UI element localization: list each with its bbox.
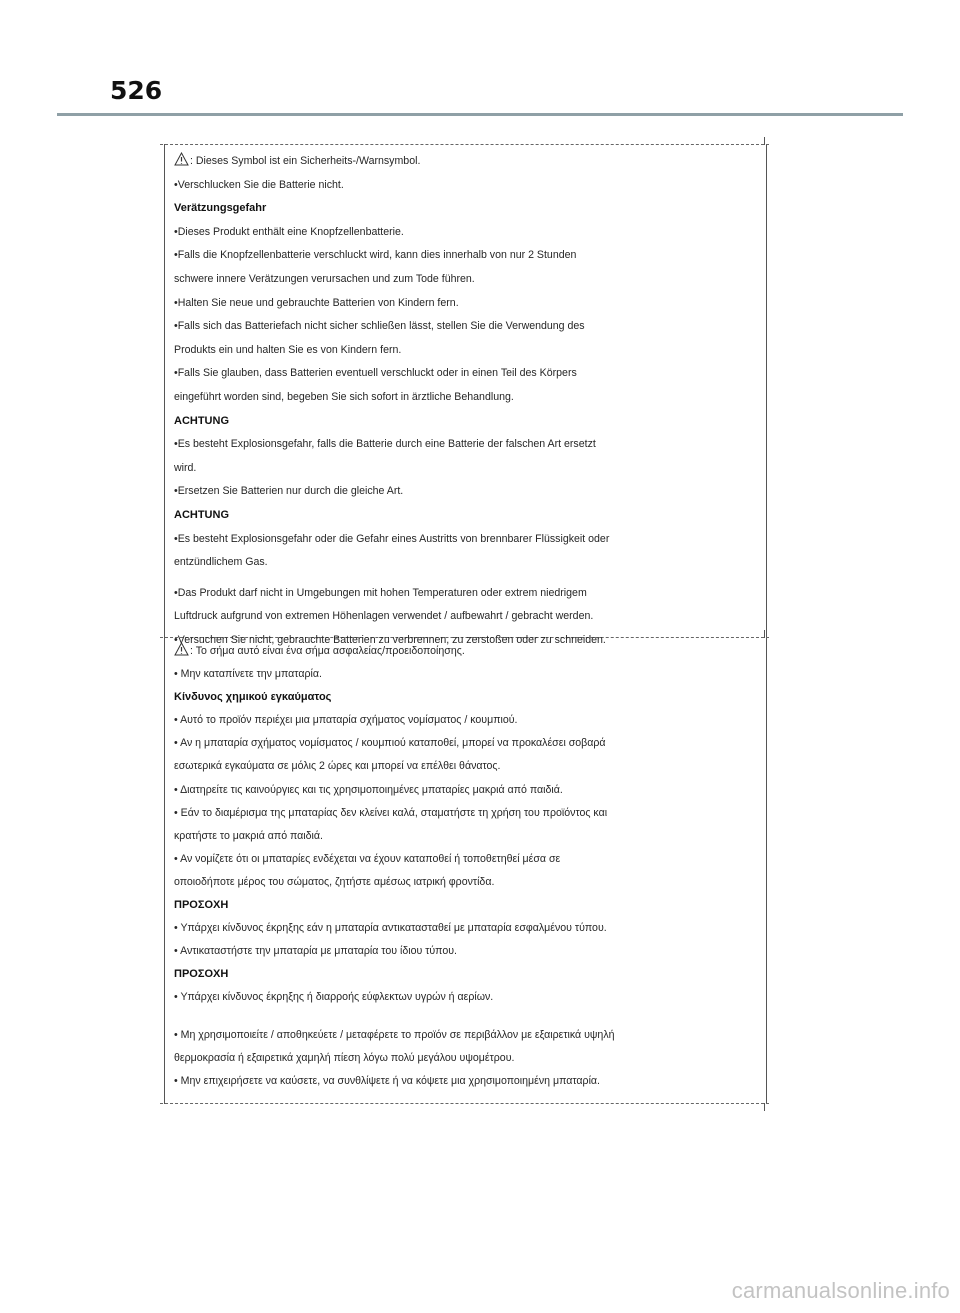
line-text: • Εάν το διαμέρισμα της μπαταρίας δεν κλείνει καλά, σταματήστε τη χρήση του προϊόντος και	[174, 806, 608, 819]
text-line	[174, 174, 759, 198]
line-text: • Αντικαταστήστε την μπαταρία με μπαταρία του ίδιου τύπου.	[174, 945, 457, 958]
text-line	[174, 528, 759, 552]
text-line	[174, 755, 759, 778]
line-text: schwere innere Verätzungen verursachen und zum Tode führen.	[174, 272, 475, 285]
text-line	[174, 551, 759, 575]
line-text: •Versuchen Sie nicht, gebrauchte Batterien zu verbrennen, zu zerstoßen oder zu schneiden.	[174, 633, 606, 646]
line-text: • Υπάρχει κίνδυνος έκρηξης ή διαρροής εύφλεκτων υγρών ή αερίων.	[174, 991, 494, 1004]
line-text: • Μην καταπίνετε την μπαταρία.	[174, 668, 322, 681]
warning-triangle-icon	[174, 152, 189, 166]
line-text: Luftdruck aufgrund von extremen Höhenlagen verwendet / aufbewahrt / gebracht werden.	[174, 610, 594, 623]
text-line	[174, 480, 759, 504]
text-line	[174, 871, 759, 894]
line-text: •Dieses Produkt enthält eine Knopfzellenbatterie.	[174, 225, 404, 238]
corner-tick	[764, 137, 765, 145]
section-heading	[174, 504, 759, 528]
line-text: ΠΡΟΣΟΧΗ	[174, 968, 229, 981]
warning-triangle-icon	[174, 642, 189, 656]
text-line	[174, 917, 759, 940]
text-line	[174, 1024, 759, 1047]
text-line	[174, 605, 759, 629]
line-text: θερμοκρασία ή εξαιρετικά χαμηλή πίεση λόγω πολύ μεγάλου υψομέτρου.	[174, 1051, 515, 1064]
line-text: eingeführt worden sind, begeben Sie sich sofort in ärztliche Behandlung.	[174, 390, 514, 403]
text-line	[174, 732, 759, 755]
text-line	[174, 582, 759, 606]
section-heading	[174, 963, 759, 986]
text-line	[174, 150, 759, 174]
line-text: • Υπάρχει κίνδυνος έκρηξης εάν η μπαταρία αντικατασταθεί με μπαταρία εσφαλμένου τύπου.	[174, 922, 607, 935]
line-text: : Dieses Symbol ist ein Sicherheits-/Warnsymbol.	[190, 155, 421, 167]
text-line	[174, 244, 759, 268]
line-text: •Das Produkt darf nicht in Umgebungen mit hohen Temperaturen oder extrem niedrigem	[174, 586, 587, 599]
text-line	[174, 386, 759, 410]
greek-warning-section	[174, 640, 759, 1093]
line-text: • Αν η μπαταρία σχήματος νομίσματος / κουμπιού καταποθεί, μπορεί να προκαλέσει σοβαρά	[174, 737, 606, 750]
line-text: wird.	[174, 461, 197, 474]
corner-tick	[764, 1103, 765, 1111]
line-text: • Μην επιχειρήσετε να καύσετε, να συνθλίψετε ή να κόψετε μια χρησιμοποιημένη μπαταρία.	[174, 1074, 600, 1087]
page-number: 526	[110, 76, 163, 105]
line-text: εσωτερικά εγκαύματα σε μόλις 2 ώρες και μπορεί να επέλθει θάνατος.	[174, 760, 501, 773]
text-line	[174, 802, 759, 825]
text-line	[174, 848, 759, 871]
text-line	[174, 986, 759, 1009]
text-line	[174, 663, 759, 686]
text-line	[174, 1047, 759, 1070]
text-line	[174, 709, 759, 732]
line-text: •Verschlucken Sie die Batterie nicht.	[174, 178, 344, 191]
german-warning-section	[174, 150, 759, 652]
text-line	[174, 940, 759, 963]
text-line	[174, 1070, 759, 1093]
text-line	[174, 268, 759, 292]
section-heading	[174, 197, 759, 221]
section-heading	[174, 686, 759, 709]
text-line	[174, 292, 759, 316]
warning-box-top-rule	[160, 144, 769, 145]
line-text: ACHTUNG	[174, 414, 229, 427]
line-text: • Μη χρησιμοποιείτε / αποθηκεύετε / μεταφέρετε το προϊόν σε περιβάλλον με εξαιρετικά υψηλή	[174, 1028, 615, 1041]
line-text: •Halten Sie neue und gebrauchte Batterien von Kindern fern.	[174, 296, 459, 309]
text-line	[174, 315, 759, 339]
line-text: •Falls die Knopfzellenbatterie verschluckt wird, kann dies innerhalb von nur 2 Stunden	[174, 249, 577, 262]
warning-box-bottom-rule	[160, 1103, 769, 1104]
line-text: •Ersetzen Sie Batterien nur durch die gleiche Art.	[174, 485, 404, 498]
header-rule	[57, 113, 903, 116]
line-text: • Αν νομίζετε ότι οι μπαταρίες ενδέχεται να έχουν καταποθεί ή τοποθετηθεί μέσα σε	[174, 852, 561, 865]
text-line	[174, 339, 759, 363]
line-text: •Es besteht Explosionsgefahr, falls die Batterie durch eine Batterie der falschen Art ersetzt	[174, 438, 596, 451]
line-text: ΠΡΟΣΟΧΗ	[174, 899, 229, 912]
line-text: Verätzungsgefahr	[174, 202, 267, 215]
line-text: Κίνδυνος χημικού εγκαύματος	[174, 691, 332, 704]
line-text: ACHTUNG	[174, 508, 229, 521]
line-text: •Falls Sie glauben, dass Batterien eventuell verschluckt oder in einen Teil des Körpers	[174, 367, 577, 380]
watermark: carmanualsonline.info	[731, 1278, 950, 1303]
text-line	[174, 433, 759, 457]
section-heading	[174, 894, 759, 917]
line-text: Produkts ein und halten Sie es von Kindern fern.	[174, 343, 402, 356]
text-line	[174, 362, 759, 386]
text-line	[174, 779, 759, 802]
line-text: • Αυτό το προϊόν περιέχει μια μπαταρία σχήματος νομίσματος / κουμπιού.	[174, 714, 518, 727]
text-line	[174, 457, 759, 481]
corner-tick	[764, 630, 765, 638]
line-text: entzündlichem Gas.	[174, 556, 268, 569]
line-text: οποιοδήποτε μέρος του σώματος, ζητήστε αμέσως ιατρική φροντίδα.	[174, 875, 495, 888]
text-line	[174, 221, 759, 245]
line-text: •Falls sich das Batteriefach nicht sicher schließen lässt, stellen Sie die Verwendung des	[174, 320, 585, 333]
text-line	[174, 825, 759, 848]
section-heading	[174, 410, 759, 434]
line-text: : Το σήμα αυτό είναι ένα σήμα ασφαλείας/προειδοποίησης.	[190, 645, 465, 657]
line-text: κρατήστε το μακριά από παιδιά.	[174, 829, 323, 842]
line-text: •Es besteht Explosionsgefahr oder die Gefahr eines Austritts von brennbarer Flüssigkeit oder	[174, 532, 610, 545]
line-text: • Διατηρείτε τις καινούργιες και τις χρησιμοποιημένες μπαταρίες μακριά από παιδιά.	[174, 783, 563, 796]
text-line	[174, 640, 759, 663]
